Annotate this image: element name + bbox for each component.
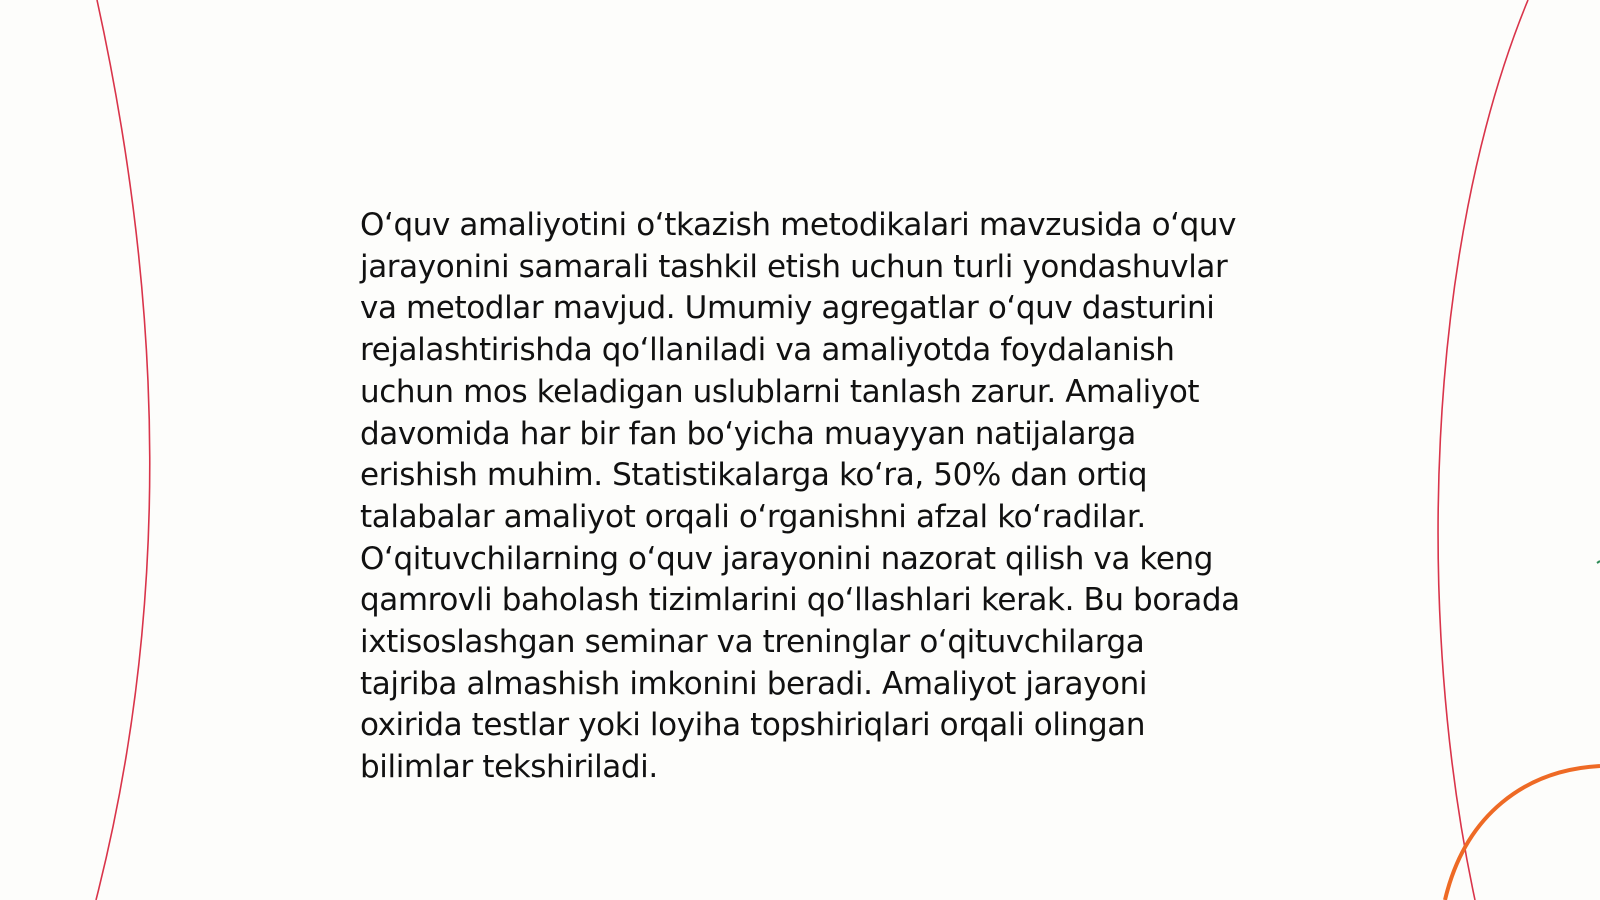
left-curve (96, 0, 150, 900)
right-curve (1438, 0, 1528, 900)
orange-arc (1445, 766, 1600, 900)
body-paragraph: O‘quv amaliyotini o‘tkazish metodikalari mavzusida o‘quv jarayonini samarali tashkil etish uchun turli yondashuvlar va metodlar mavjud. Umumiy agregatlar o‘quv dasturini rejalashtirishda qo‘llaniladi va amaliyotda foydalanish uchun mos keladigan uslublarni tanlash zarur. Amaliyot davomida har bir fan bo‘yicha muayyan natijalarga erishish muhim. Statistikalarga ko‘ra, 50% dan ortiq talabalar amaliyot orqali o‘rganishni afzal ko‘radilar. O‘qituvchilarning o‘quv jarayonini nazorat qilish va keng qamrovli baholash tizimlarini qo‘llashlari kerak. Bu borada ixtisoslashgan seminar va treninglar o‘qituvchilarga tajriba almashish imkonini beradi. Amaliyot jarayoni oxirida testlar yoki loyiha topshiriqlari orqali olingan bilimlar tekshiriladi. (360, 207, 1240, 786)
